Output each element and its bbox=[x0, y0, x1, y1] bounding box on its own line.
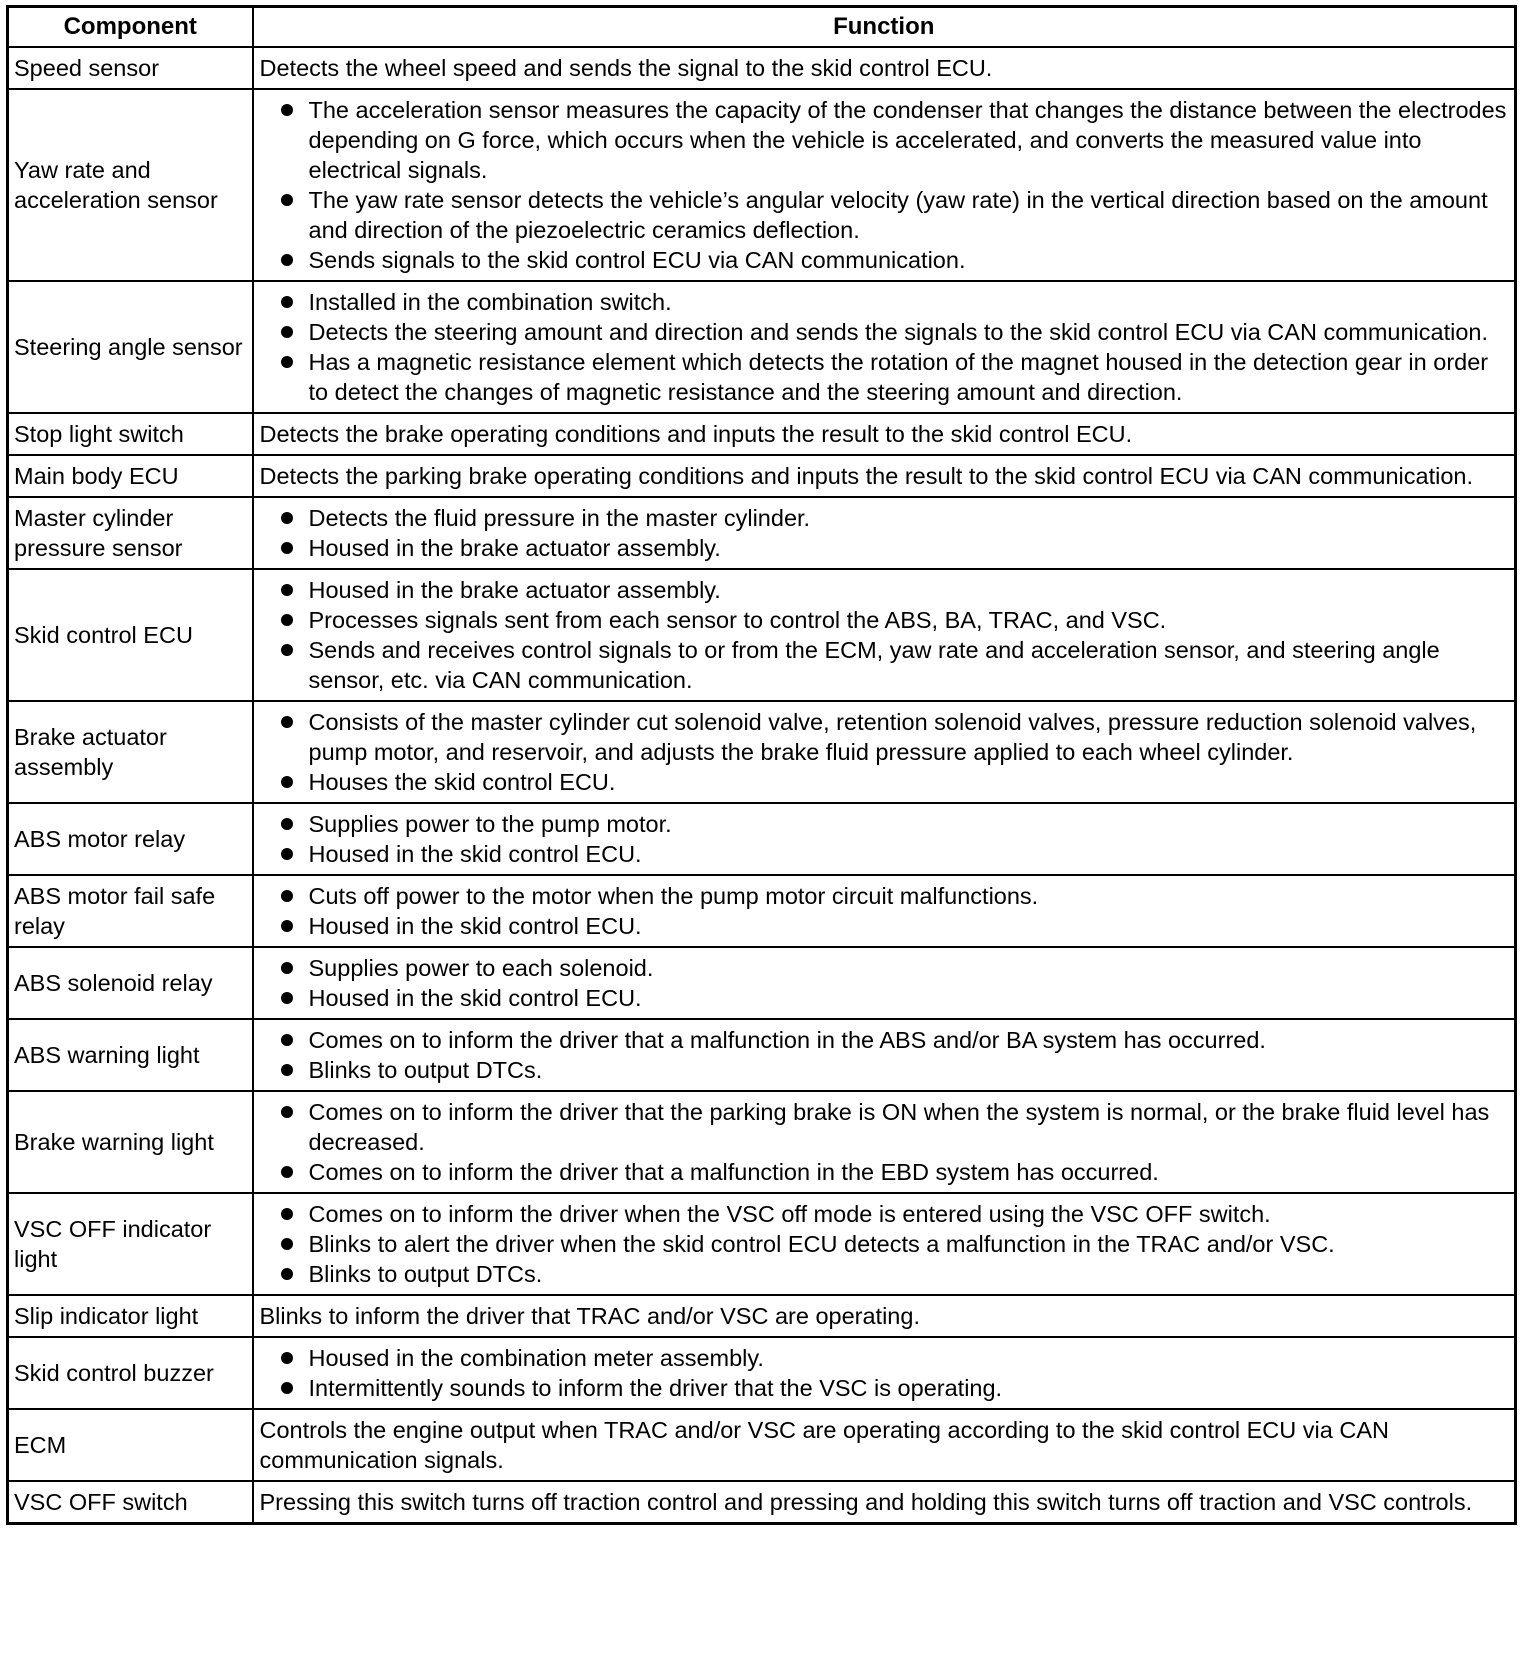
component-function-table bbox=[6, 5, 1517, 1525]
function-description: Blinks to inform the driver that TRAC and/or VSC are operating. bbox=[253, 1295, 1516, 1337]
table-row bbox=[8, 89, 1516, 281]
component-name: ABS solenoid relay bbox=[8, 947, 253, 1019]
component-name: Skid control ECU bbox=[8, 569, 253, 701]
bullet-item: Housed in the brake actuator assembly. bbox=[260, 533, 1509, 563]
component-name: ABS warning light bbox=[8, 1019, 253, 1091]
bullet-item: Housed in the skid control ECU. bbox=[260, 911, 1509, 941]
bullet-item: Sends and receives control signals to or from the ECM, yaw rate and acceleration sensor, and steering angle sensor, etc. via CAN communication. bbox=[260, 635, 1509, 695]
component-function-table-container bbox=[6, 5, 1514, 1525]
bullet-list bbox=[260, 1025, 1509, 1085]
bullet-item: The yaw rate sensor detects the vehicle’s angular velocity (yaw rate) in the vertical direction based on the amount and direction of the piezoelectric ceramics deflection. bbox=[260, 185, 1509, 245]
bullet-item: Cuts off power to the motor when the pump motor circuit malfunctions. bbox=[260, 881, 1509, 911]
bullet-list bbox=[260, 809, 1509, 869]
bullet-item: Has a magnetic resistance element which detects the rotation of the magnet housed in the detection gear in order to detect the changes of magnetic resistance and the steering amount and direction. bbox=[260, 347, 1509, 407]
bullet-item: Supplies power to each solenoid. bbox=[260, 953, 1509, 983]
table-row bbox=[8, 803, 1516, 875]
component-name: Slip indicator light bbox=[8, 1295, 253, 1337]
function-bullet-list bbox=[253, 803, 1516, 875]
component-name: Main body ECU bbox=[8, 455, 253, 497]
bullet-item: Housed in the skid control ECU. bbox=[260, 983, 1509, 1013]
bullet-item: Comes on to inform the driver that the parking brake is ON when the system is normal, or the brake fluid level has decreased. bbox=[260, 1097, 1509, 1157]
bullet-item: Processes signals sent from each sensor to control the ABS, BA, TRAC, and VSC. bbox=[260, 605, 1509, 635]
component-name: Steering angle sensor bbox=[8, 281, 253, 413]
table-row bbox=[8, 1409, 1516, 1481]
bullet-list bbox=[260, 503, 1509, 563]
function-bullet-list bbox=[253, 947, 1516, 1019]
function-bullet-list bbox=[253, 701, 1516, 803]
bullet-item: Blinks to alert the driver when the skid control ECU detects a malfunction in the TRAC and/or VSC. bbox=[260, 1229, 1509, 1259]
component-name: ABS motor relay bbox=[8, 803, 253, 875]
table-row bbox=[8, 497, 1516, 569]
function-description: Detects the brake operating conditions and inputs the result to the skid control ECU. bbox=[253, 413, 1516, 455]
function-bullet-list bbox=[253, 281, 1516, 413]
function-bullet-list bbox=[253, 89, 1516, 281]
function-description: Detects the wheel speed and sends the signal to the skid control ECU. bbox=[253, 47, 1516, 89]
column-header-component: Component bbox=[8, 7, 253, 48]
bullet-item: Blinks to output DTCs. bbox=[260, 1259, 1509, 1289]
table-row bbox=[8, 569, 1516, 701]
bullet-list bbox=[260, 707, 1509, 797]
component-name: Yaw rate and acceleration sensor bbox=[8, 89, 253, 281]
function-bullet-list bbox=[253, 1337, 1516, 1409]
table-row bbox=[8, 1337, 1516, 1409]
table-row bbox=[8, 47, 1516, 89]
component-name: ABS motor fail safe relay bbox=[8, 875, 253, 947]
bullet-item: Consists of the master cylinder cut solenoid valve, retention solenoid valves, pressure reduction solenoid valves, pump motor, and reservoir, and adjusts the brake fluid pressure applied to each wheel cylinder. bbox=[260, 707, 1509, 767]
bullet-list bbox=[260, 575, 1509, 695]
bullet-list bbox=[260, 1097, 1509, 1187]
component-name: ECM bbox=[8, 1409, 253, 1481]
function-description: Pressing this switch turns off traction control and pressing and holding this switch turns off traction and VSC controls. bbox=[253, 1481, 1516, 1524]
column-header-function: Function bbox=[253, 7, 1516, 48]
bullet-item: Housed in the combination meter assembly. bbox=[260, 1343, 1509, 1373]
table-row bbox=[8, 947, 1516, 1019]
table-row bbox=[8, 281, 1516, 413]
table-row bbox=[8, 875, 1516, 947]
bullet-list bbox=[260, 881, 1509, 941]
table-row bbox=[8, 1193, 1516, 1295]
bullet-item: Blinks to output DTCs. bbox=[260, 1055, 1509, 1085]
bullet-item: Installed in the combination switch. bbox=[260, 287, 1509, 317]
bullet-list bbox=[260, 1199, 1509, 1289]
bullet-list bbox=[260, 287, 1509, 407]
component-name: Stop light switch bbox=[8, 413, 253, 455]
bullet-item: Comes on to inform the driver that a malfunction in the EBD system has occurred. bbox=[260, 1157, 1509, 1187]
component-name: Speed sensor bbox=[8, 47, 253, 89]
function-description: Controls the engine output when TRAC and/or VSC are operating according to the skid control ECU via CAN communication signals. bbox=[253, 1409, 1516, 1481]
table-row bbox=[8, 1019, 1516, 1091]
component-name: VSC OFF indicator light bbox=[8, 1193, 253, 1295]
component-name: Master cylinder pressure sensor bbox=[8, 497, 253, 569]
component-name: Skid control buzzer bbox=[8, 1337, 253, 1409]
component-name: Brake warning light bbox=[8, 1091, 253, 1193]
function-bullet-list bbox=[253, 1019, 1516, 1091]
component-name: VSC OFF switch bbox=[8, 1481, 253, 1524]
bullet-item: Houses the skid control ECU. bbox=[260, 767, 1509, 797]
function-bullet-list bbox=[253, 497, 1516, 569]
function-bullet-list bbox=[253, 1193, 1516, 1295]
table-header-row bbox=[8, 7, 1516, 48]
function-bullet-list bbox=[253, 875, 1516, 947]
bullet-item: Supplies power to the pump motor. bbox=[260, 809, 1509, 839]
bullet-item: Comes on to inform the driver when the VSC off mode is entered using the VSC OFF switch. bbox=[260, 1199, 1509, 1229]
table-row bbox=[8, 455, 1516, 497]
bullet-item: Comes on to inform the driver that a malfunction in the ABS and/or BA system has occurred. bbox=[260, 1025, 1509, 1055]
table-row bbox=[8, 413, 1516, 455]
bullet-item: Housed in the brake actuator assembly. bbox=[260, 575, 1509, 605]
table-row bbox=[8, 701, 1516, 803]
bullet-item: Sends signals to the skid control ECU via CAN communication. bbox=[260, 245, 1509, 275]
function-bullet-list bbox=[253, 569, 1516, 701]
bullet-item: Detects the steering amount and direction and sends the signals to the skid control ECU via CAN communication. bbox=[260, 317, 1509, 347]
component-name: Brake actuator assembly bbox=[8, 701, 253, 803]
bullet-list bbox=[260, 1343, 1509, 1403]
table-row bbox=[8, 1295, 1516, 1337]
function-bullet-list bbox=[253, 1091, 1516, 1193]
function-description: Detects the parking brake operating conditions and inputs the result to the skid control ECU via CAN communication. bbox=[253, 455, 1516, 497]
bullet-item: Housed in the skid control ECU. bbox=[260, 839, 1509, 869]
bullet-list bbox=[260, 953, 1509, 1013]
table-row bbox=[8, 1091, 1516, 1193]
table-body bbox=[8, 47, 1516, 1524]
table-row bbox=[8, 1481, 1516, 1524]
bullet-item: The acceleration sensor measures the capacity of the condenser that changes the distance between the electrodes depending on G force, which occurs when the vehicle is accelerated, and converts the measured value into electrical signals. bbox=[260, 95, 1509, 185]
bullet-list bbox=[260, 95, 1509, 275]
bullet-item: Intermittently sounds to inform the driver that the VSC is operating. bbox=[260, 1373, 1509, 1403]
bullet-item: Detects the fluid pressure in the master cylinder. bbox=[260, 503, 1509, 533]
